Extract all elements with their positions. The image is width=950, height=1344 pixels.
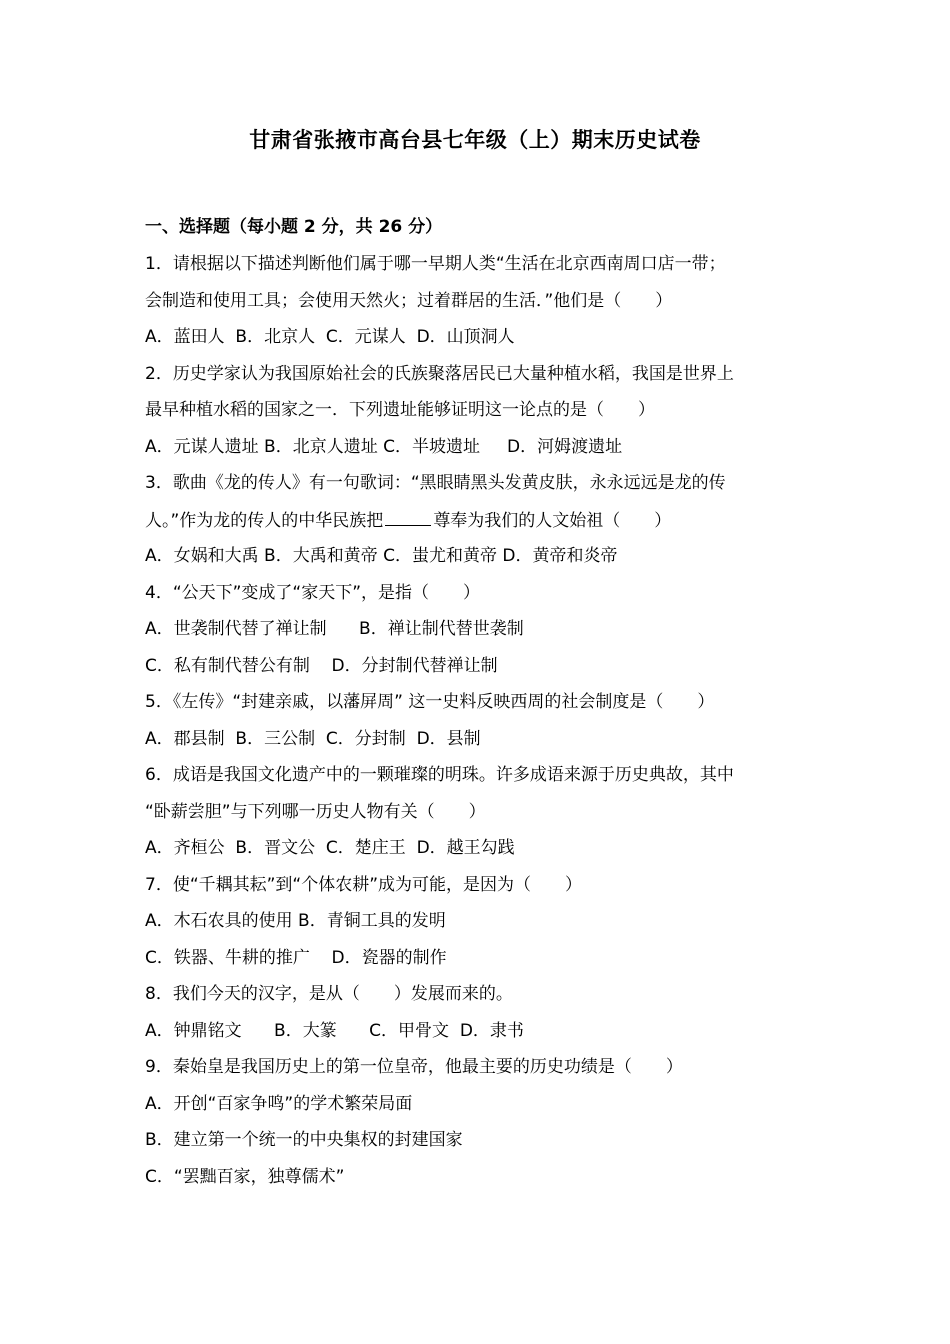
text-line: 1．请根据以下描述判断他们属于哪一早期人类“生活在北京西南周口店一带； xyxy=(145,254,726,274)
text-line: 4．“公天下”变成了“家天下”，是指（ ） xyxy=(145,582,481,603)
answer-option: C．“罢黜百家，独尊儒术” xyxy=(145,1166,345,1187)
answer-options: A．女娲和大禹 B．大禹和黄帝 C．蚩尤和黄帝 D．黄帝和炎帝 xyxy=(145,546,618,566)
answer-options: A．钟鼎铭文 B．大篆 C．甲骨文 D．隶书 xyxy=(145,1020,524,1041)
page-title: 甘肃省张掖市高台县七年级（上）期末历史试卷 xyxy=(249,128,701,152)
text-line: 最早种植水稻的国家之一．下列遗址能够证明这一论点的是（ ） xyxy=(145,400,655,420)
answer-options: C．私有制代替公有制 D．分封制代替禅让制 xyxy=(145,655,498,676)
text-line: 6．成语是我国文化遗产中的一颗璀璨的明珠。许多成语来源于历史典故，其中 xyxy=(145,765,734,785)
text-line: 8．我们今天的汉字，是从（ ）发展而来的。 xyxy=(145,984,513,1004)
text-line: “卧薪尝胆”与下列哪一历史人物有关（ ） xyxy=(145,801,486,822)
text-segment: 人。”作为龙的传人的中华民族把 xyxy=(145,510,384,531)
answer-options: A．元谋人遗址 B．北京人遗址 C．半坡遗址 D．河姆渡遗址 xyxy=(145,436,623,457)
section-heading: 一、选择题（每小题 2 分，共 26 分） xyxy=(145,217,443,237)
text-line: 9．秦始皇是我国历史上的第一位皇帝，他最主要的历史功绩是（ ） xyxy=(145,1057,683,1077)
text-line-with-blank xyxy=(145,507,825,544)
answer-options: A．齐桓公 B．晋文公 C．楚庄王 D．越王勾践 xyxy=(145,838,515,858)
answer-options: C．铁器、牛耕的推广 D．瓷器的制作 xyxy=(145,947,447,968)
answer-options: A．郡县制 B．三公制 C．分封制 D．县制 xyxy=(145,728,481,749)
answer-option: B．建立第一个统一的中央集权的封建国家 xyxy=(145,1130,463,1150)
text-line: 3．歌曲《龙的传人》有一句歌词：“黑眼睛黑头发黄皮肤，永永远远是龙的传 xyxy=(145,473,726,493)
fill-in-blank xyxy=(385,507,431,526)
text-line: 5．《左传》“封建亲戚，以藩屏周” 这一史料反映西周的社会制度是（ ） xyxy=(145,692,715,712)
text-line: 7．使“千耦其耘”到“个体农耕”成为可能，是因为（ ） xyxy=(145,874,583,895)
text-line: 2．历史学家认为我国原始社会的氏族聚落居民已大量种植水稻，我国是世界上 xyxy=(145,363,734,384)
text-segment: 尊奉为我们的人文始祖（ ） xyxy=(433,510,672,531)
answer-option: A．开创“百家争鸣”的学术繁荣局面 xyxy=(145,1093,413,1114)
text-line: 会制造和使用工具；会使用天然火；过着群居的生活．”他们是（ ） xyxy=(145,290,673,311)
question-list xyxy=(145,251,825,1200)
answer-options: A．世袭制代替了禅让制 B．禅让制代替世袭制 xyxy=(145,619,524,639)
answer-options: A．蓝田人 B．北京人 C．元谋人 D．山顶洞人 xyxy=(145,327,515,347)
answer-options: A．木石农具的使用 B．青铜工具的发明 xyxy=(145,911,446,931)
